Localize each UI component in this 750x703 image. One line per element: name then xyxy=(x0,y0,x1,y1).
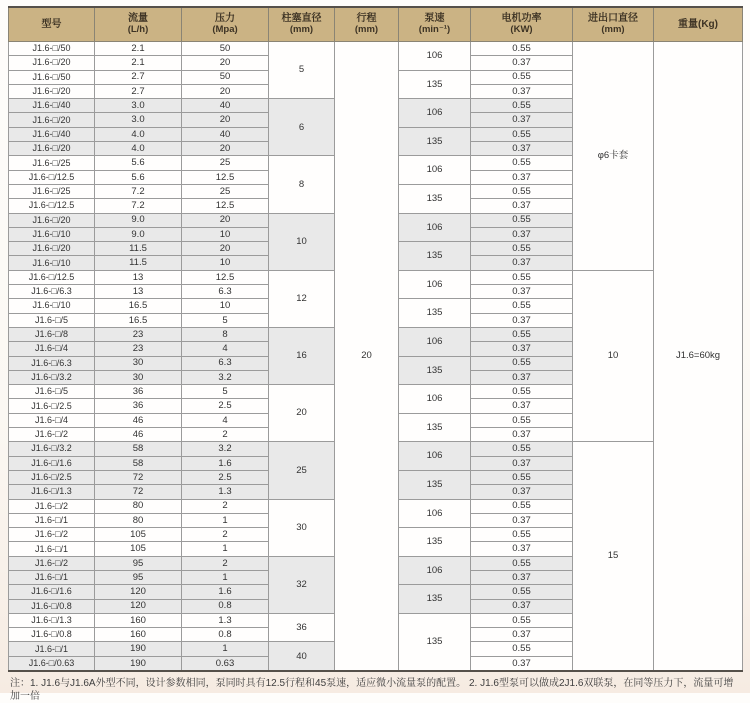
cell-flow: 2.1 xyxy=(95,42,182,56)
cell-flow: 105 xyxy=(95,542,182,556)
cell-flow: 13 xyxy=(95,270,182,284)
cell-pump-speed: 135 xyxy=(399,70,471,99)
cell-model: J1.6-□/20 xyxy=(9,56,95,70)
cell-flow: 2.7 xyxy=(95,84,182,98)
cell-pressure: 1 xyxy=(182,542,269,556)
cell-pressure: 50 xyxy=(182,70,269,84)
cell-pressure: 2.5 xyxy=(182,470,269,484)
cell-model: J1.6-□/40 xyxy=(9,99,95,113)
cell-model: J1.6-□/12.5 xyxy=(9,199,95,213)
cell-model: J1.6-□/25 xyxy=(9,156,95,170)
cell-motor-power: 0.55 xyxy=(471,442,573,456)
cell-pump-speed: 106 xyxy=(399,156,471,185)
cell-flow: 58 xyxy=(95,442,182,456)
cell-flow: 30 xyxy=(95,370,182,384)
cell-pump-speed: 106 xyxy=(399,42,471,71)
cell-model: J1.6-□/4 xyxy=(9,342,95,356)
col-header-label: 流量 xyxy=(128,13,148,25)
cell-flow: 16.5 xyxy=(95,299,182,313)
cell-plunger-diameter: 16 xyxy=(269,327,335,384)
cell-motor-power: 0.55 xyxy=(471,413,573,427)
cell-plunger-diameter: 32 xyxy=(269,556,335,613)
cell-pressure: 20 xyxy=(182,142,269,156)
cell-pressure: 1.3 xyxy=(182,485,269,499)
cell-motor-power: 0.55 xyxy=(471,470,573,484)
cell-pressure: 6.3 xyxy=(182,285,269,299)
cell-motor-power: 0.37 xyxy=(471,370,573,384)
cell-flow: 7.2 xyxy=(95,199,182,213)
cell-plunger-diameter: 6 xyxy=(269,99,335,156)
cell-plunger-diameter: 30 xyxy=(269,499,335,556)
cell-pump-speed: 135 xyxy=(399,242,471,271)
cell-model: J1.6-□/50 xyxy=(9,42,95,56)
cell-pressure: 1 xyxy=(182,642,269,656)
cell-flow: 11.5 xyxy=(95,242,182,256)
cell-model: J1.6-□/8 xyxy=(9,327,95,341)
cell-pressure: 1 xyxy=(182,513,269,527)
cell-motor-power: 0.37 xyxy=(471,428,573,442)
cell-motor-power: 0.37 xyxy=(471,199,573,213)
cell-model: J1.6-□/2.5 xyxy=(9,399,95,413)
cell-motor-power: 0.37 xyxy=(471,227,573,241)
cell-flow: 23 xyxy=(95,327,182,341)
cell-motor-power: 0.37 xyxy=(471,485,573,499)
cell-flow: 36 xyxy=(95,385,182,399)
cell-flow: 72 xyxy=(95,470,182,484)
footnote: 注：1. J1.6与J1.6A外型不同，设计参数相同，泵同时具有12.5行程和45泵速，适应微小流量泵的配置。 2. J1.6型泵可以做成2J1.6双联泵，在同等压力下，流量可增加一倍 xyxy=(10,678,734,703)
cell-flow: 7.2 xyxy=(95,184,182,198)
cell-pressure: 0.8 xyxy=(182,599,269,613)
cell-pressure: 0.8 xyxy=(182,628,269,642)
cell-motor-power: 0.55 xyxy=(471,184,573,198)
cell-motor-power: 0.37 xyxy=(471,542,573,556)
cell-pump-speed: 106 xyxy=(399,556,471,585)
cell-pressure: 2.5 xyxy=(182,399,269,413)
cell-motor-power: 0.55 xyxy=(471,528,573,542)
cell-motor-power: 0.37 xyxy=(471,256,573,270)
cell-pressure: 40 xyxy=(182,127,269,141)
cell-flow: 16.5 xyxy=(95,313,182,327)
col-header-label: 压力 xyxy=(215,13,235,25)
header-row xyxy=(9,7,743,42)
cell-pump-speed: 106 xyxy=(399,99,471,128)
col-header-label: 柱塞直径 xyxy=(281,13,322,25)
cell-pressure: 12.5 xyxy=(182,199,269,213)
cell-flow: 23 xyxy=(95,342,182,356)
cell-flow: 30 xyxy=(95,356,182,370)
cell-pressure: 1.6 xyxy=(182,456,269,470)
cell-pressure: 10 xyxy=(182,299,269,313)
cell-pressure: 10 xyxy=(182,227,269,241)
cell-pressure: 3.2 xyxy=(182,370,269,384)
cell-flow: 46 xyxy=(95,428,182,442)
cell-stroke: 20 xyxy=(335,42,399,672)
cell-pressure: 25 xyxy=(182,156,269,170)
cell-pressure: 20 xyxy=(182,242,269,256)
cell-pressure: 12.5 xyxy=(182,170,269,184)
cell-pressure: 25 xyxy=(182,184,269,198)
cell-pump-speed: 106 xyxy=(399,213,471,242)
cell-model: J1.6-□/1.6 xyxy=(9,585,95,599)
cell-model: J1.6-□/1 xyxy=(9,642,95,656)
spec-table-header xyxy=(9,7,743,42)
col-header-label: 型号 xyxy=(41,18,62,30)
cell-motor-power: 0.55 xyxy=(471,127,573,141)
cell-flow: 58 xyxy=(95,456,182,470)
cell-plunger-diameter: 12 xyxy=(269,270,335,327)
cell-model: J1.6-□/10 xyxy=(9,256,95,270)
cell-plunger-diameter: 5 xyxy=(269,42,335,99)
cell-model: J1.6-□/6.3 xyxy=(9,285,95,299)
cell-pressure: 12.5 xyxy=(182,270,269,284)
cell-flow: 4.0 xyxy=(95,142,182,156)
cell-motor-power: 0.55 xyxy=(471,613,573,627)
cell-motor-power: 0.37 xyxy=(471,513,573,527)
col-header-unit: (mm) xyxy=(601,23,625,35)
cell-pressure: 0.63 xyxy=(182,656,269,671)
cell-flow: 2.1 xyxy=(95,56,182,70)
col-header-stroke xyxy=(335,7,399,42)
cell-motor-power: 0.55 xyxy=(471,213,573,227)
cell-motor-power: 0.55 xyxy=(471,156,573,170)
cell-model: J1.6-□/20 xyxy=(9,113,95,127)
cell-flow: 80 xyxy=(95,499,182,513)
cell-motor-power: 0.55 xyxy=(471,385,573,399)
cell-flow: 190 xyxy=(95,656,182,671)
cell-flow: 3.0 xyxy=(95,113,182,127)
cell-model: J1.6-□/2 xyxy=(9,556,95,570)
cell-flow: 80 xyxy=(95,513,182,527)
cell-model: J1.6-□/50 xyxy=(9,70,95,84)
cell-pump-speed: 135 xyxy=(399,127,471,156)
cell-motor-power: 0.55 xyxy=(471,299,573,313)
cell-motor-power: 0.55 xyxy=(471,356,573,370)
cell-motor-power: 0.37 xyxy=(471,313,573,327)
cell-flow: 105 xyxy=(95,528,182,542)
cell-model: J1.6-□/1 xyxy=(9,513,95,527)
cell-flow: 11.5 xyxy=(95,256,182,270)
col-header-power xyxy=(471,7,573,42)
col-header-label: 泵速 xyxy=(424,13,445,25)
cell-model: J1.6-□/2 xyxy=(9,499,95,513)
cell-motor-power: 0.37 xyxy=(471,113,573,127)
cell-plunger-diameter: 25 xyxy=(269,442,335,499)
cell-motor-power: 0.55 xyxy=(471,270,573,284)
cell-model: J1.6-□/4 xyxy=(9,413,95,427)
cell-model: J1.6-□/20 xyxy=(9,84,95,98)
cell-model: J1.6-□/3.2 xyxy=(9,370,95,384)
cell-motor-power: 0.55 xyxy=(471,499,573,513)
cell-flow: 36 xyxy=(95,399,182,413)
cell-pressure: 8 xyxy=(182,327,269,341)
cell-motor-power: 0.55 xyxy=(471,642,573,656)
cell-flow: 13 xyxy=(95,285,182,299)
cell-pump-speed: 135 xyxy=(399,413,471,442)
cell-plunger-diameter: 36 xyxy=(269,613,335,642)
col-header-label: 行程 xyxy=(356,13,377,25)
cell-motor-power: 0.37 xyxy=(471,399,573,413)
cell-model: J1.6-□/10 xyxy=(9,227,95,241)
cell-weight: J1.6=60kg xyxy=(654,42,743,672)
cell-flow: 95 xyxy=(95,556,182,570)
cell-model: J1.6-□/6.3 xyxy=(9,356,95,370)
cell-motor-power: 0.55 xyxy=(471,585,573,599)
cell-flow: 9.0 xyxy=(95,213,182,227)
cell-model: J1.6-□/10 xyxy=(9,299,95,313)
cell-flow: 95 xyxy=(95,570,182,584)
cell-flow: 5.6 xyxy=(95,156,182,170)
cell-model: J1.6-□/0.8 xyxy=(9,599,95,613)
cell-motor-power: 0.37 xyxy=(471,628,573,642)
cell-motor-power: 0.55 xyxy=(471,99,573,113)
cell-model: J1.6-□/2 xyxy=(9,428,95,442)
cell-inlet-outlet-diameter: φ6卡套 xyxy=(573,42,654,271)
cell-pressure: 20 xyxy=(182,213,269,227)
cell-flow: 5.6 xyxy=(95,170,182,184)
cell-pump-speed: 135 xyxy=(399,470,471,499)
col-header-label: 电机功率 xyxy=(501,13,542,25)
cell-pressure: 20 xyxy=(182,113,269,127)
cell-model: J1.6-□/1.6 xyxy=(9,456,95,470)
cell-model: J1.6-□/12.5 xyxy=(9,170,95,184)
cell-motor-power: 0.55 xyxy=(471,327,573,341)
cell-pump-speed: 135 xyxy=(399,356,471,385)
cell-motor-power: 0.37 xyxy=(471,170,573,184)
cell-pump-speed: 106 xyxy=(399,499,471,528)
cell-flow: 160 xyxy=(95,628,182,642)
col-header-unit: (min⁻¹) xyxy=(418,23,451,35)
cell-model: J1.6-□/0.63 xyxy=(9,656,95,671)
col-header-speed xyxy=(399,7,471,42)
cell-pump-speed: 135 xyxy=(399,299,471,328)
cell-pressure: 2 xyxy=(182,528,269,542)
cell-motor-power: 0.37 xyxy=(471,142,573,156)
col-header-weight xyxy=(654,7,743,42)
cell-flow: 46 xyxy=(95,413,182,427)
cell-pressure: 2 xyxy=(182,428,269,442)
cell-flow: 4.0 xyxy=(95,127,182,141)
cell-pump-speed: 135 xyxy=(399,585,471,614)
cell-model: J1.6-□/20 xyxy=(9,142,95,156)
cell-pressure: 50 xyxy=(182,42,269,56)
cell-pump-speed: 135 xyxy=(399,184,471,213)
col-header-unit: (Mpa) xyxy=(212,23,238,35)
cell-inlet-outlet-diameter: 15 xyxy=(573,442,654,671)
cell-model: J1.6-□/20 xyxy=(9,242,95,256)
col-header-unit: (KW) xyxy=(510,23,533,35)
cell-model: J1.6-□/1 xyxy=(9,570,95,584)
cell-pressure: 10 xyxy=(182,256,269,270)
cell-model: J1.6-□/20 xyxy=(9,213,95,227)
cell-flow: 72 xyxy=(95,485,182,499)
cell-model: J1.6-□/1.3 xyxy=(9,485,95,499)
cell-model: J1.6-□/3.2 xyxy=(9,442,95,456)
cell-motor-power: 0.55 xyxy=(471,556,573,570)
cell-pressure: 5 xyxy=(182,385,269,399)
cell-model: J1.6-□/2 xyxy=(9,528,95,542)
spec-table xyxy=(8,6,743,672)
cell-plunger-diameter: 10 xyxy=(269,213,335,270)
col-header-pressure xyxy=(182,7,269,42)
cell-pump-speed: 106 xyxy=(399,442,471,471)
cell-pressure: 1.3 xyxy=(182,613,269,627)
cell-pressure: 5 xyxy=(182,313,269,327)
cell-pressure: 1 xyxy=(182,570,269,584)
cell-motor-power: 0.37 xyxy=(471,456,573,470)
cell-motor-power: 0.37 xyxy=(471,570,573,584)
cell-pressure: 2 xyxy=(182,499,269,513)
spec-table-body xyxy=(9,42,743,672)
cell-pressure: 4 xyxy=(182,342,269,356)
cell-flow: 190 xyxy=(95,642,182,656)
cell-pressure: 20 xyxy=(182,56,269,70)
cell-model: J1.6-□/2.5 xyxy=(9,470,95,484)
cell-flow: 120 xyxy=(95,599,182,613)
col-header-label: 进出口直径 xyxy=(588,13,638,25)
cell-model: J1.6-□/5 xyxy=(9,313,95,327)
col-header-label: 重量(Kg) xyxy=(678,18,718,30)
cell-motor-power: 0.37 xyxy=(471,342,573,356)
cell-pump-speed: 106 xyxy=(399,385,471,414)
cell-flow: 3.0 xyxy=(95,99,182,113)
cell-model: J1.6-□/1 xyxy=(9,542,95,556)
cell-pressure: 2 xyxy=(182,556,269,570)
cell-motor-power: 0.55 xyxy=(471,242,573,256)
cell-pressure: 40 xyxy=(182,99,269,113)
cell-pump-speed: 135 xyxy=(399,528,471,557)
cell-plunger-diameter: 20 xyxy=(269,385,335,442)
cell-motor-power: 0.37 xyxy=(471,656,573,671)
cell-motor-power: 0.55 xyxy=(471,70,573,84)
col-header-model xyxy=(9,7,95,42)
cell-plunger-diameter: 8 xyxy=(269,156,335,213)
cell-plunger-diameter: 40 xyxy=(269,642,335,671)
cell-model: J1.6-□/5 xyxy=(9,385,95,399)
table-row xyxy=(9,42,743,56)
cell-pressure: 20 xyxy=(182,84,269,98)
col-header-plunger xyxy=(269,7,335,42)
cell-motor-power: 0.37 xyxy=(471,84,573,98)
cell-model: J1.6-□/1.3 xyxy=(9,613,95,627)
cell-pump-speed: 135 xyxy=(399,613,471,671)
col-header-unit: (mm) xyxy=(289,23,314,35)
cell-model: J1.6-□/12.5 xyxy=(9,270,95,284)
cell-model: J1.6-□/25 xyxy=(9,184,95,198)
cell-flow: 120 xyxy=(95,585,182,599)
col-header-inlet xyxy=(573,7,654,42)
col-header-unit: (mm) xyxy=(354,23,379,35)
cell-motor-power: 0.55 xyxy=(471,42,573,56)
cell-model: J1.6-□/40 xyxy=(9,127,95,141)
cell-model: J1.6-□/0.8 xyxy=(9,628,95,642)
cell-flow: 160 xyxy=(95,613,182,627)
col-header-flow xyxy=(95,7,182,42)
cell-flow: 9.0 xyxy=(95,227,182,241)
cell-pressure: 3.2 xyxy=(182,442,269,456)
cell-pressure: 4 xyxy=(182,413,269,427)
cell-motor-power: 0.37 xyxy=(471,285,573,299)
cell-pressure: 1.6 xyxy=(182,585,269,599)
cell-inlet-outlet-diameter: 10 xyxy=(573,270,654,442)
col-header-unit: (L/h) xyxy=(127,23,149,35)
cell-flow: 2.7 xyxy=(95,70,182,84)
cell-motor-power: 0.37 xyxy=(471,599,573,613)
cell-pump-speed: 106 xyxy=(399,270,471,299)
cell-pressure: 6.3 xyxy=(182,356,269,370)
cell-motor-power: 0.37 xyxy=(471,56,573,70)
cell-pump-speed: 106 xyxy=(399,327,471,356)
